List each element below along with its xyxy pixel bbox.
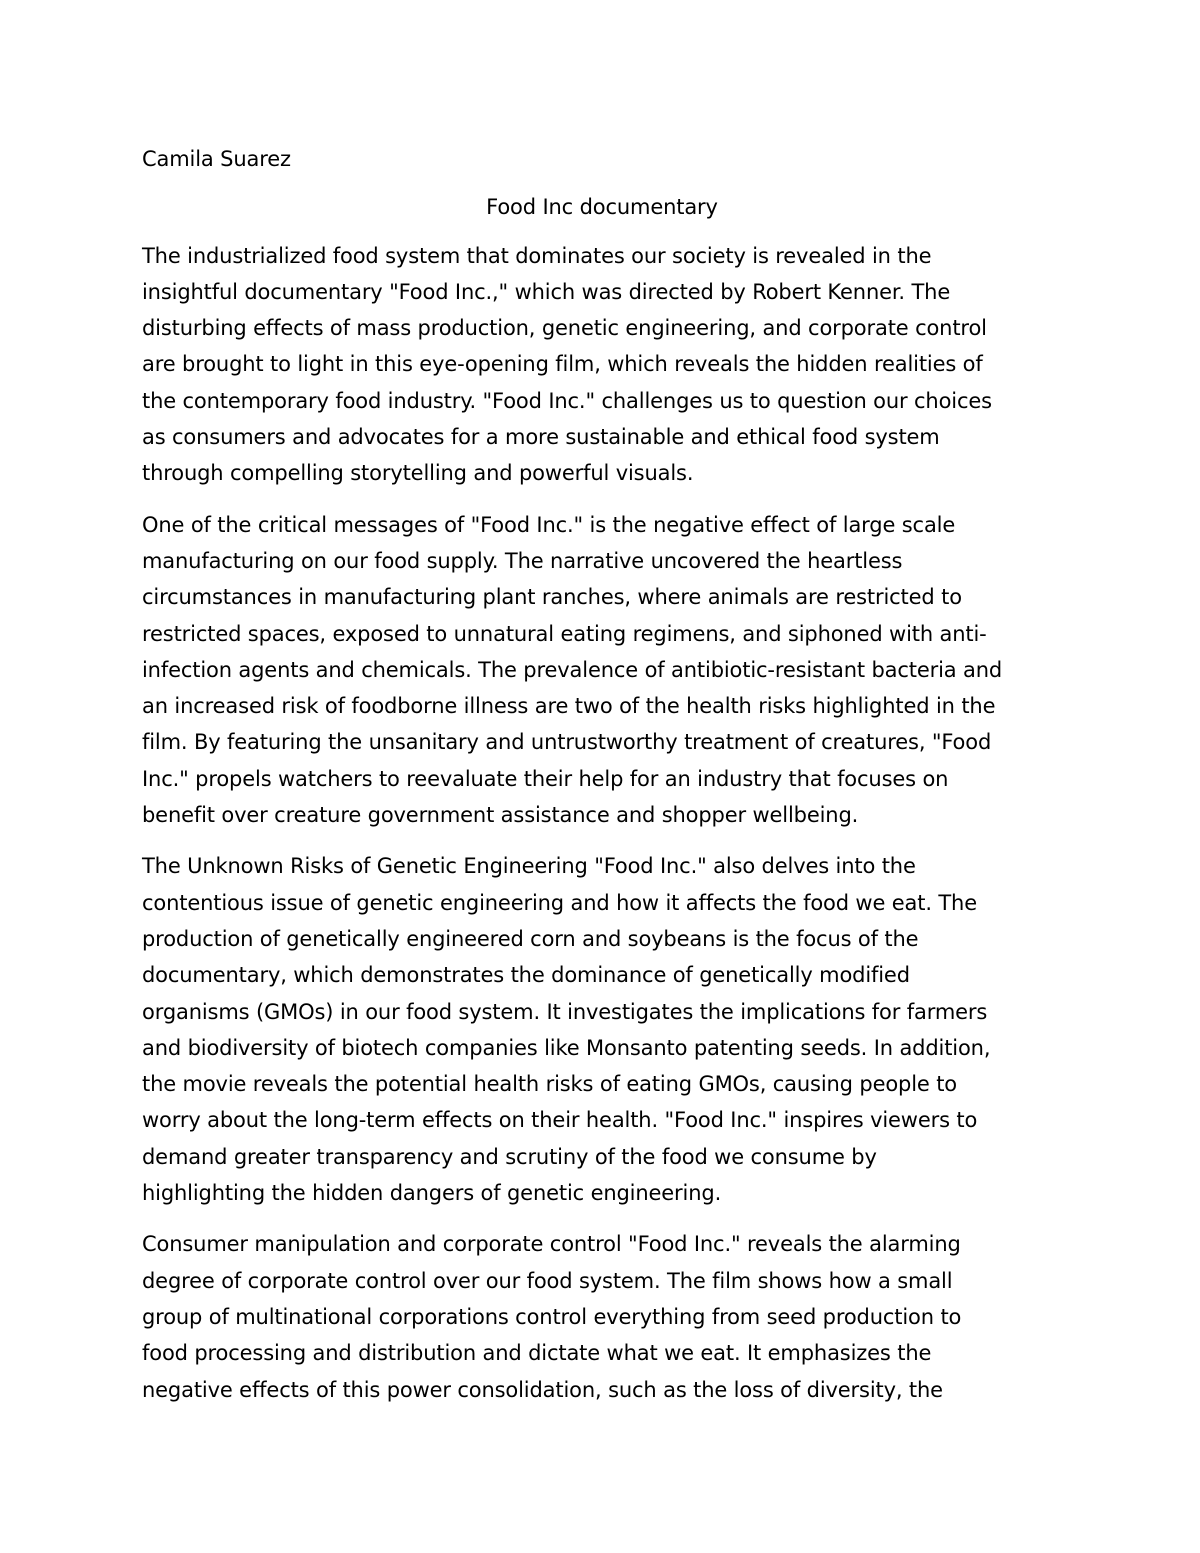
text-line: are brought to light in this eye-opening film, which reveals the hidden realities of	[142, 352, 983, 377]
text-line: worry about the long-term effects on their health. "Food Inc." inspires viewers to	[142, 1108, 978, 1133]
text-line: infection agents and chemicals. The prevalence of antibiotic-resistant bacteria and	[142, 657, 1003, 682]
paragraph-corporate-control	[142, 1226, 1062, 1407]
text-line: documentary, which demonstrates the dominance of genetically modified	[142, 963, 910, 988]
text-line: as consumers and advocates for a more sustainable and ethical food system	[142, 425, 940, 450]
text-line: The Unknown Risks of Genetic Engineering "Food Inc." also delves into the	[142, 854, 916, 879]
author-name: Camila Suarez	[142, 147, 291, 171]
text-line: group of multinational corporations control everything from seed production to	[142, 1304, 962, 1329]
text-line: food processing and distribution and dictate what we eat. It emphasizes the	[142, 1341, 932, 1366]
text-line: Inc." propels watchers to reevaluate their help for an industry that focuses on	[142, 766, 949, 791]
text-line: production of genetically engineered corn and soybeans is the focus of the	[142, 926, 919, 951]
paragraph-mass-production	[142, 507, 1062, 834]
text-line: Consumer manipulation and corporate control "Food Inc." reveals the alarming	[142, 1232, 961, 1257]
text-line: the movie reveals the potential health risks of eating GMOs, causing people to	[142, 1072, 957, 1097]
text-line: manufacturing on our food supply. The narrative uncovered the heartless	[142, 548, 903, 573]
text-line: film. By featuring the unsanitary and untrustworthy treatment of creatures, "Food	[142, 730, 992, 755]
text-line: an increased risk of foodborne illness are two of the health risks highlighted in the	[142, 694, 996, 719]
text-line: and biodiversity of biotech companies like Monsanto patenting seeds. In addition,	[142, 1035, 991, 1060]
paragraph-genetic-engineering	[142, 848, 1062, 1211]
text-line: organisms (GMOs) in our food system. It investigates the implications for farmers	[142, 999, 988, 1024]
text-line: contentious issue of genetic engineering and how it affects the food we eat. The	[142, 890, 977, 915]
text-line: circumstances in manufacturing plant ranches, where animals are restricted to	[142, 585, 962, 610]
text-line: degree of corporate control over our food system. The film shows how a small	[142, 1268, 953, 1293]
paragraph-intro	[142, 238, 1062, 492]
text-line: negative effects of this power consolidation, such as the loss of diversity, the	[142, 1377, 943, 1402]
text-line: through compelling storytelling and powerful visuals.	[142, 461, 694, 486]
document-title: Food Inc documentary	[486, 195, 718, 220]
text-line: the contemporary food industry. "Food Inc." challenges us to question our choices	[142, 388, 992, 413]
text-line: One of the critical messages of "Food Inc." is the negative effect of large scale	[142, 512, 956, 537]
text-line: insightful documentary "Food Inc.," which was directed by Robert Kenner. The	[142, 279, 951, 304]
text-line: benefit over creature government assistance and shopper wellbeing.	[142, 803, 859, 828]
text-line: disturbing effects of mass production, genetic engineering, and corporate control	[142, 316, 987, 341]
document-body	[142, 141, 1062, 1423]
text-line: highlighting the hidden dangers of genetic engineering.	[142, 1181, 722, 1206]
text-line: restricted spaces, exposed to unnatural eating regimens, and siphoned with anti-	[142, 621, 987, 646]
text-line: demand greater transparency and scrutiny of the food we consume by	[142, 1144, 877, 1169]
text-line: The industrialized food system that dominates our society is revealed in the	[142, 243, 932, 268]
